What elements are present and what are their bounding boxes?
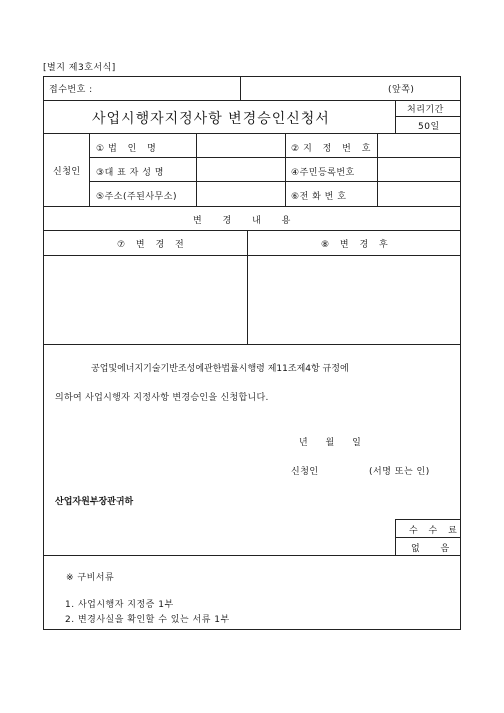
address-label: ⑤주소(주된사무소) bbox=[96, 192, 177, 202]
signature-field[interactable] bbox=[325, 460, 365, 476]
receipt-number-label: 접수번호 : bbox=[49, 85, 93, 95]
representative-name-label: ③대 표 자 성 명 bbox=[96, 168, 164, 178]
required-documents-header: ※ 구비서류 bbox=[66, 573, 115, 583]
before-change-header: ⑦ 변 경 전 bbox=[117, 240, 188, 250]
fee-box-mid bbox=[395, 537, 461, 538]
field-divider-mid bbox=[285, 133, 286, 206]
address-field[interactable] bbox=[197, 182, 284, 205]
change-details-header-bottom bbox=[43, 230, 461, 231]
representative-name-field[interactable] bbox=[197, 158, 284, 180]
statement-line-2: 의하여 사업시행자 지정사항 변경승인을 신청합니다. bbox=[55, 393, 269, 403]
fee-value: 없 음 bbox=[411, 544, 459, 554]
before-after-section-bottom bbox=[43, 344, 461, 345]
receipt-row-bottom bbox=[43, 100, 461, 101]
page-side-label: (앞쪽) bbox=[388, 85, 415, 95]
fee-box-top bbox=[395, 519, 461, 520]
resident-number-field[interactable] bbox=[378, 158, 460, 180]
signature-note: (서명 또는 인) bbox=[369, 467, 430, 477]
required-document-1: 1. 사업시행자 지정증 1부 bbox=[65, 600, 174, 610]
designation-number-label: ②지 정 번 호 bbox=[291, 144, 375, 154]
required-document-2: 2. 변경사실을 확인할 수 있는 서류 1부 bbox=[65, 615, 230, 625]
corp-name-field[interactable] bbox=[197, 134, 284, 156]
change-details-header: 변 경 내 용 bbox=[193, 216, 300, 226]
fee-section-bottom bbox=[43, 555, 461, 556]
statement-line-1: 공업및에너지기술기반조성에관한법률시행령 제11조제4항 규정에 bbox=[91, 364, 349, 374]
applicant-label-divider bbox=[89, 133, 90, 206]
form-title: 사업시행자지정사항 변경승인신청서 bbox=[92, 111, 330, 127]
date-line: 년 월 일 bbox=[299, 438, 362, 448]
corp-name-label: ①법 인 명 bbox=[96, 144, 160, 154]
designation-number-field[interactable] bbox=[378, 134, 460, 156]
phone-number-field[interactable] bbox=[378, 182, 460, 205]
processing-period-value: 50일 bbox=[418, 122, 440, 132]
signer-label: 신청인 bbox=[291, 467, 319, 477]
applicant-label: 신청인 bbox=[53, 167, 81, 177]
applicant-section-bottom bbox=[43, 206, 461, 207]
fee-label: 수 수 료 bbox=[409, 526, 461, 536]
after-change-field[interactable] bbox=[248, 256, 460, 343]
addressee: 산업자원부장관귀하 bbox=[55, 497, 134, 507]
processing-period-divider bbox=[395, 116, 461, 117]
phone-number-label: ⑥전 화 번 호 bbox=[291, 192, 347, 202]
resident-number-label: ④주민등록번호 bbox=[291, 168, 355, 178]
before-change-field[interactable] bbox=[44, 256, 246, 343]
receipt-divider bbox=[240, 76, 241, 100]
form-code: [별지 제3호서식] bbox=[43, 63, 116, 73]
after-change-header: ⑧ 변 경 후 bbox=[321, 240, 392, 250]
processing-period-label: 처리기간 bbox=[407, 105, 444, 115]
